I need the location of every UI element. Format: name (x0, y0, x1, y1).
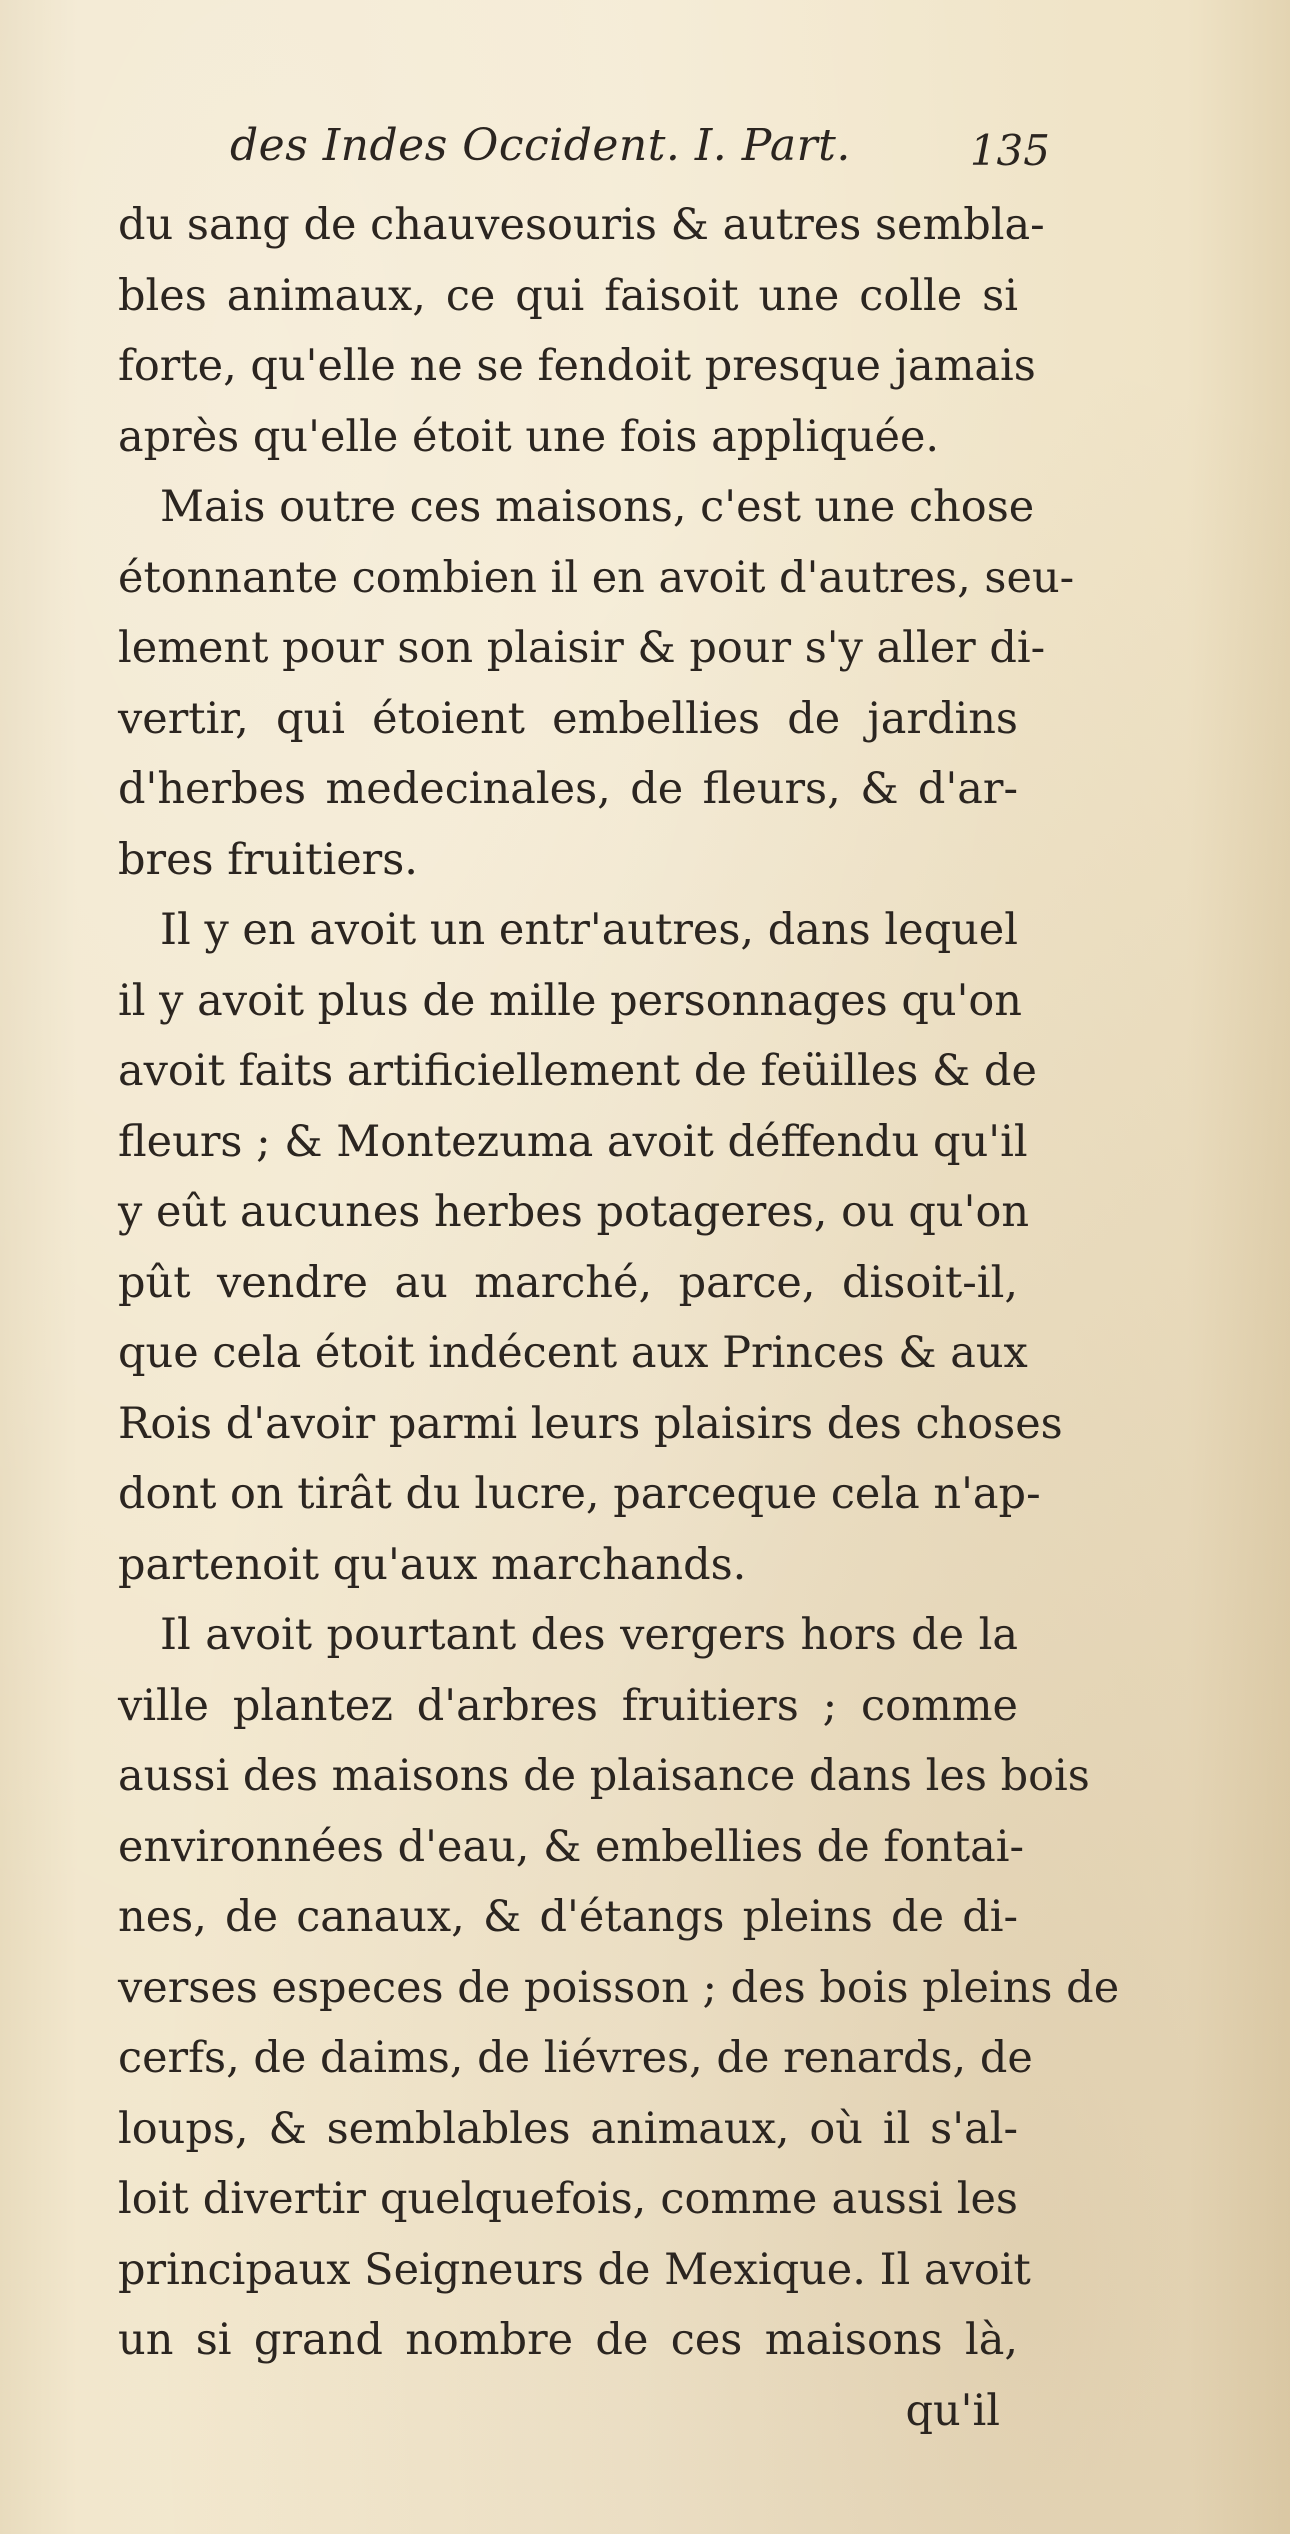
text-line: un si grand nombre de ces maisons là, (118, 2315, 1018, 2365)
text-line: Rois d'avoir parmi leurs plaisirs des choses (118, 1398, 1063, 1449)
text-line: après qu'elle étoit une fois appliquée. (118, 411, 940, 462)
text-line: cerfs, de daims, de liévres, de renards, de (118, 2033, 1033, 2083)
text-line: nes, de canaux, & d'étangs pleins de di- (118, 1892, 1018, 1942)
text-line: verses especes de poisson ; des bois pleins de (118, 1962, 1120, 2013)
text-line: bres fruitiers. (118, 834, 418, 885)
text-line: Mais outre ces maisons, c'est une chose (160, 482, 1035, 532)
text-line: partenoit qu'aux marchands. (118, 1539, 747, 1590)
text-line: aussi des maisons de plaisance dans les bois (118, 1751, 1090, 1801)
text-line: loit divertir quelquefois, comme aussi les (118, 2174, 1018, 2224)
page-header (230, 120, 1050, 190)
text-line: y eût aucunes herbes potageres, ou qu'on (118, 1187, 1030, 1237)
text-line: forte, qu'elle ne se fendoit presque jamais (118, 341, 1036, 391)
text-line: pût vendre au marché, parce, disoit-il, (118, 1257, 1018, 1308)
body-text (118, 190, 1120, 2446)
text-line: avoit faits artificiellement de feüilles & de (118, 1046, 1037, 1096)
text-line: bles animaux, ce qui faisoit une colle si (118, 270, 1018, 321)
text-line: loups, & semblables animaux, où il s'al- (118, 2103, 1018, 2154)
text-line: fleurs ; & Montezuma avoit déffendu qu'il (118, 1116, 1028, 1167)
text-line: Il avoit pourtant des vergers hors de la (160, 1610, 1018, 1660)
text-line: ville plantez d'arbres fruitiers ; comme (118, 1680, 1018, 1731)
text-line: il y avoit plus de mille personnages qu'on (118, 975, 1022, 1026)
running-head: des Indes Occident. I. Part. (230, 120, 851, 171)
catchword: qu'il (905, 2385, 1000, 2436)
text-line: environnées d'eau, & embellies de fontai- (118, 1821, 1025, 1872)
text-line: que cela étoit indécent aux Princes & aux (118, 1328, 1028, 1378)
text-line: étonnante combien il en avoit d'autres, seu- (118, 552, 1075, 603)
text-line: dont on tirât du lucre, parceque cela n'ap- (118, 1469, 1041, 1519)
text-line: d'herbes medecinales, de fleurs, & d'ar- (118, 764, 1018, 814)
text-line: Il y en avoit un entr'autres, dans lequel (160, 905, 1018, 955)
text-line: principaux Seigneurs de Mexique. Il avoit (118, 2244, 1031, 2295)
text-line: vertir, qui étoient embellies de jardins (118, 693, 1018, 744)
text-line: du sang de chauvesouris & autres sembla- (118, 200, 1045, 250)
page-number: 135 (969, 126, 1050, 175)
text-line: lement pour son plaisir & pour s'y aller di- (118, 623, 1046, 673)
